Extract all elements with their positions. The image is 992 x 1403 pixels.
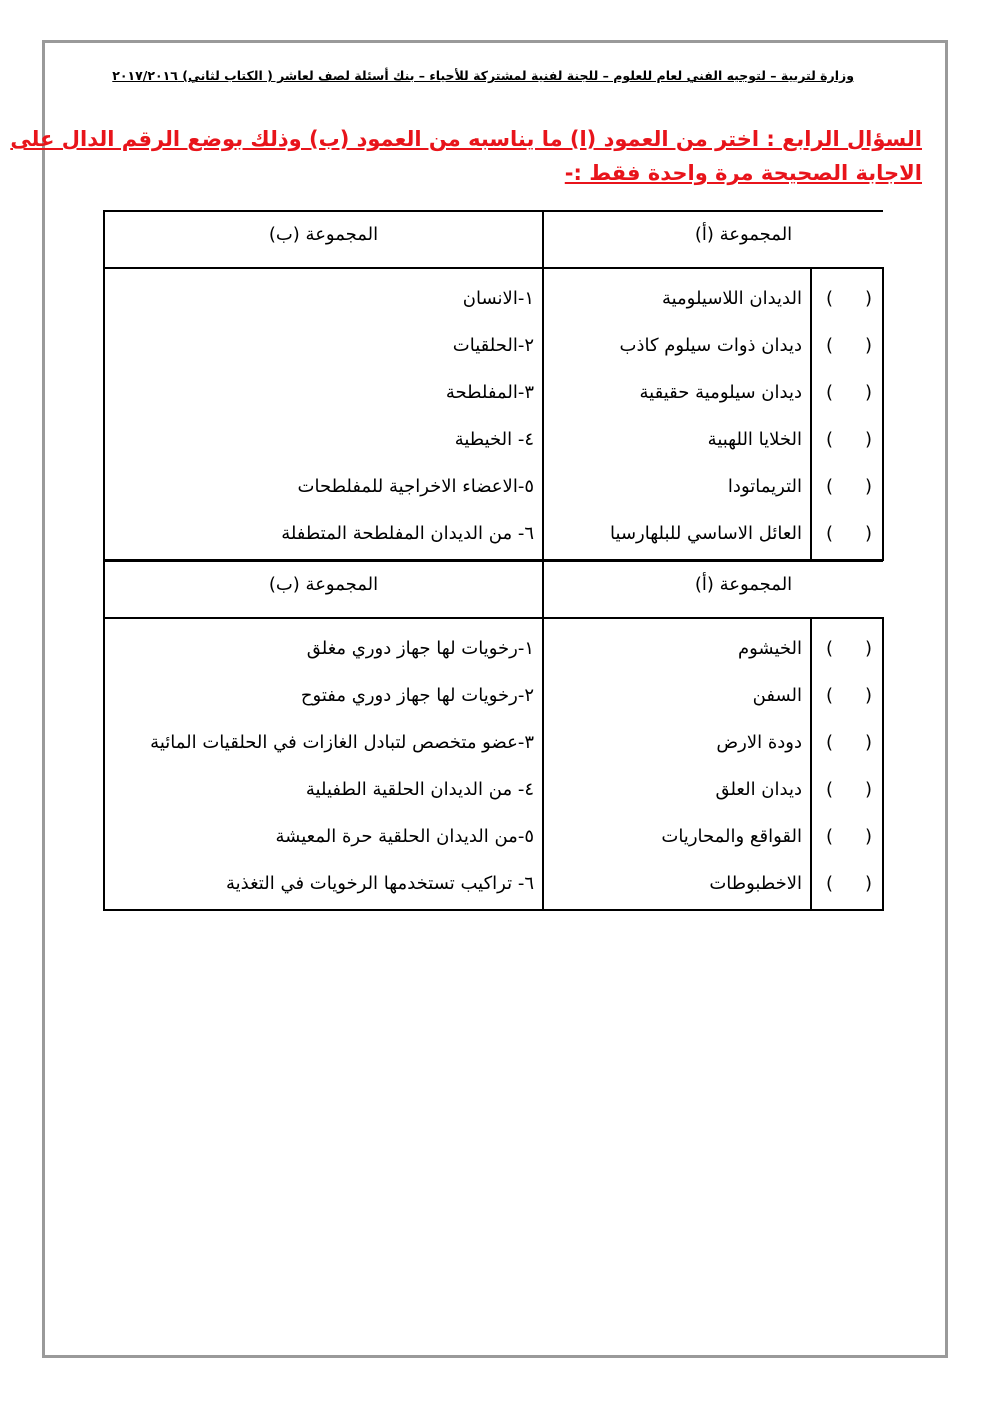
group-a-item: السفن (752, 685, 802, 706)
answer-blank[interactable] (812, 275, 882, 322)
group-b-item: ٤- الخيطية (454, 429, 534, 450)
paren-open: ( (826, 476, 834, 497)
paren-close: ) (864, 638, 872, 659)
group-b-list (104, 618, 543, 910)
answer-blank[interactable] (812, 463, 882, 510)
paren-close: ) (864, 732, 872, 753)
group-a-header: المجموعة (أ) (694, 574, 793, 595)
group-b-item: ٦- تراكيب تستخدمها الرخويات في التغذية (226, 873, 534, 894)
group-b-header: المجموعة (ب) (268, 574, 379, 595)
group-a-list (543, 268, 811, 560)
answer-blank[interactable] (812, 860, 882, 907)
group-b-list (104, 268, 543, 560)
group-b-item: ٣-عضو متخصص لتبادل الغازات في الحلقيات المائية (150, 732, 534, 753)
group-a-item: ديدان ذوات سيلوم كاذب (619, 335, 802, 356)
group-a-item: التريماتودا (727, 476, 802, 497)
paren-close: ) (864, 288, 872, 309)
group-b-item: ١-الانسان (462, 288, 534, 309)
paren-close: ) (864, 873, 872, 894)
group-b-header-cell (104, 211, 543, 268)
answer-blank[interactable] (812, 416, 882, 463)
paren-close: ) (864, 779, 872, 800)
paren-open: ( (826, 732, 834, 753)
answer-blank[interactable] (812, 719, 882, 766)
paren-close: ) (864, 523, 872, 544)
matching-table-2 (103, 560, 884, 911)
group-a-item: القواقع والمحاريات (661, 826, 802, 847)
answer-column (811, 618, 883, 910)
paren-open: ( (826, 288, 834, 309)
paren-close: ) (864, 382, 872, 403)
group-a-item: الخيشوم (737, 638, 802, 659)
group-a-header-cell (543, 211, 883, 268)
group-a-item: العائل الاساسي للبلهارسيا (610, 523, 802, 544)
answer-blank[interactable] (812, 672, 882, 719)
paren-close: ) (864, 476, 872, 497)
paren-close: ) (864, 826, 872, 847)
paren-close: ) (864, 685, 872, 706)
paren-open: ( (826, 685, 834, 706)
group-b-item: ٥-من الديدان الحلقية حرة المعيشة (275, 826, 534, 847)
group-a-header-cell (543, 561, 883, 618)
group-b-item: ١-رخويات لها جهاز دوري مغلق (306, 638, 534, 659)
question-line-2: الاجابة الصحيحة مرة واحدة فقط :- (564, 161, 922, 185)
group-b-header: المجموعة (ب) (268, 224, 379, 245)
group-b-item: ٤- من الديدان الحلقية الطفيلية (305, 779, 534, 800)
paren-open: ( (826, 523, 834, 544)
paren-open: ( (826, 638, 834, 659)
paren-open: ( (826, 335, 834, 356)
answer-blank[interactable] (812, 510, 882, 557)
group-b-item: ٣-المفلطحة (445, 382, 534, 403)
paren-open: ( (826, 382, 834, 403)
group-b-item: ٥-الاعضاء الاخراجية للمفلطحات (297, 476, 534, 497)
group-b-item: ٢-رخويات لها جهاز دوري مفتوح (300, 685, 534, 706)
answer-blank[interactable] (812, 322, 882, 369)
answer-blank[interactable] (812, 766, 882, 813)
answer-blank[interactable] (812, 625, 882, 672)
question-line-1: السؤال الرابع : اختر من العمود (ا) ما يناسبه من العمود (ب) وذلك بوضع الرقم الدال على (10, 127, 922, 151)
paren-open: ( (826, 779, 834, 800)
group-a-item: الاخطبوطات (709, 873, 802, 894)
group-a-item: دودة الارض (716, 732, 802, 753)
matching-table-1 (103, 210, 884, 561)
paren-open: ( (826, 429, 834, 450)
paren-open: ( (826, 826, 834, 847)
paren-open: ( (826, 873, 834, 894)
group-b-item: ٦- من الديدان المفلطحة المتطفلة (281, 523, 534, 544)
group-a-item: الخلايا اللهبية (707, 429, 802, 450)
question-title (10, 122, 922, 190)
answer-blank[interactable] (812, 369, 882, 416)
document-header: وزارة لتربية – لتوجيه الفني لعام للعلوم – للجنة لفنية لمشتركة للأحياء – بنك أسئلة لصف لعاشر ( الكتاب لثاني) ٢٠١٧/٢٠١٦ (112, 68, 854, 83)
group-a-item: ديدان سيلومية حقيقية (639, 382, 802, 403)
answer-blank[interactable] (812, 813, 882, 860)
paren-close: ) (864, 335, 872, 356)
group-a-list (543, 618, 811, 910)
paren-close: ) (864, 429, 872, 450)
group-a-item: الديدان اللاسيلومية (661, 288, 802, 309)
group-a-item: ديدان العلق (715, 779, 802, 800)
group-a-header: المجموعة (أ) (694, 224, 793, 245)
group-b-header-cell (104, 561, 543, 618)
group-b-item: ٢-الحلقيات (452, 335, 534, 356)
answer-column (811, 268, 883, 560)
